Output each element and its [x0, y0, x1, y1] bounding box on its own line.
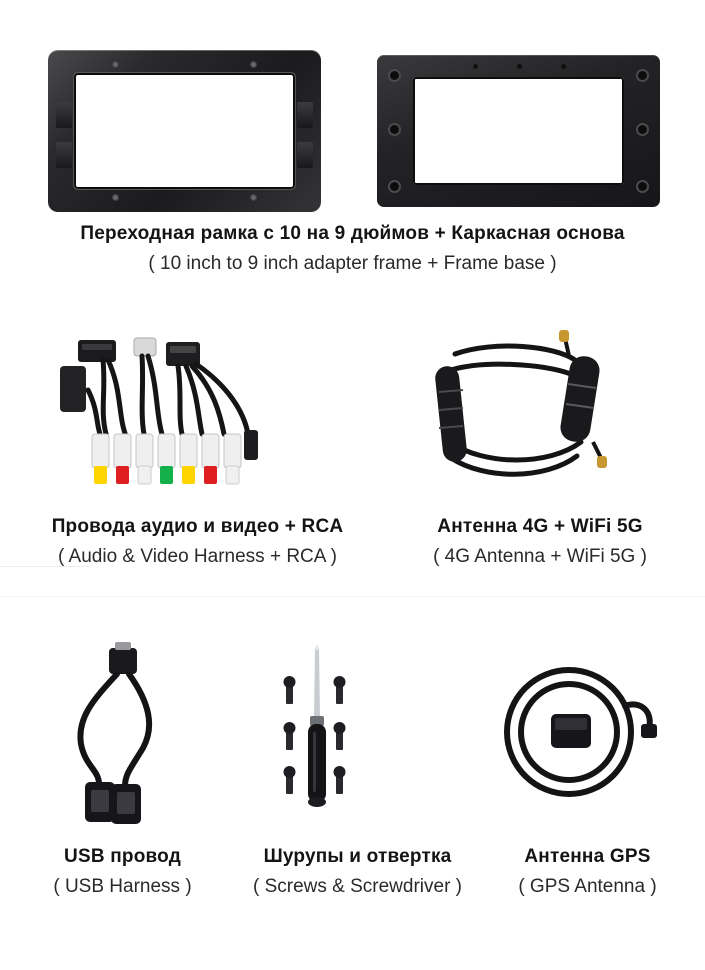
frames-caption — [0, 222, 705, 276]
item-screws-screwdriver — [235, 640, 480, 899]
usb-cable-icon — [33, 640, 213, 830]
antenna4g-caption-ru: Антенна 4G + WiFi 5G — [437, 516, 643, 537]
frames-artwork — [0, 22, 705, 197]
wire-harness-rca-icon — [48, 330, 348, 510]
screwdriver-screws-artwork — [235, 640, 480, 845]
antenna4g-caption-en: ( 4G Antenna + WiFi 5G ) — [433, 545, 647, 567]
gps-caption-en: ( GPS Antenna ) — [518, 875, 657, 897]
gps-caption-ru: Антенна GPS — [524, 846, 651, 867]
gps-antenna-artwork — [480, 640, 695, 845]
item-usb-harness — [10, 640, 235, 899]
item-audio-video-harness — [10, 330, 385, 569]
frame-base-matte-icon — [377, 55, 660, 207]
adapter-frame-glossy-icon — [48, 50, 321, 212]
item-4g-wifi-antenna — [385, 330, 695, 569]
antenna-4g-wifi-artwork — [385, 330, 695, 515]
harness-caption-ru: Провода аудио и видео + RCA — [51, 516, 344, 537]
screws-caption-ru: Шурупы и отвертка — [263, 846, 452, 867]
antenna-4g-wifi-icon — [425, 330, 655, 510]
wire-harness-rca-artwork — [10, 330, 385, 515]
item-gps-antenna — [480, 640, 695, 899]
usb-caption-ru: USB провод — [64, 846, 181, 867]
harness-caption-en: ( Audio & Video Harness + RCA ) — [58, 545, 337, 567]
section-usb-screws-gps — [0, 640, 705, 940]
usb-cable-artwork — [10, 640, 235, 845]
section-harness-antenna — [0, 330, 705, 600]
screws-caption-en: ( Screws & Screwdriver ) — [252, 875, 463, 897]
frames-caption-ru: Переходная рамка с 10 на 9 дюймов + Каркасная основа — [80, 223, 625, 244]
gps-antenna-icon — [493, 640, 683, 830]
usb-caption-en: ( USB Harness ) — [53, 875, 192, 897]
frames-caption-en: ( 10 inch to 9 inch adapter frame + Frame base ) — [148, 252, 557, 274]
screwdriver-screws-icon — [258, 640, 458, 830]
section-frames — [0, 0, 705, 300]
